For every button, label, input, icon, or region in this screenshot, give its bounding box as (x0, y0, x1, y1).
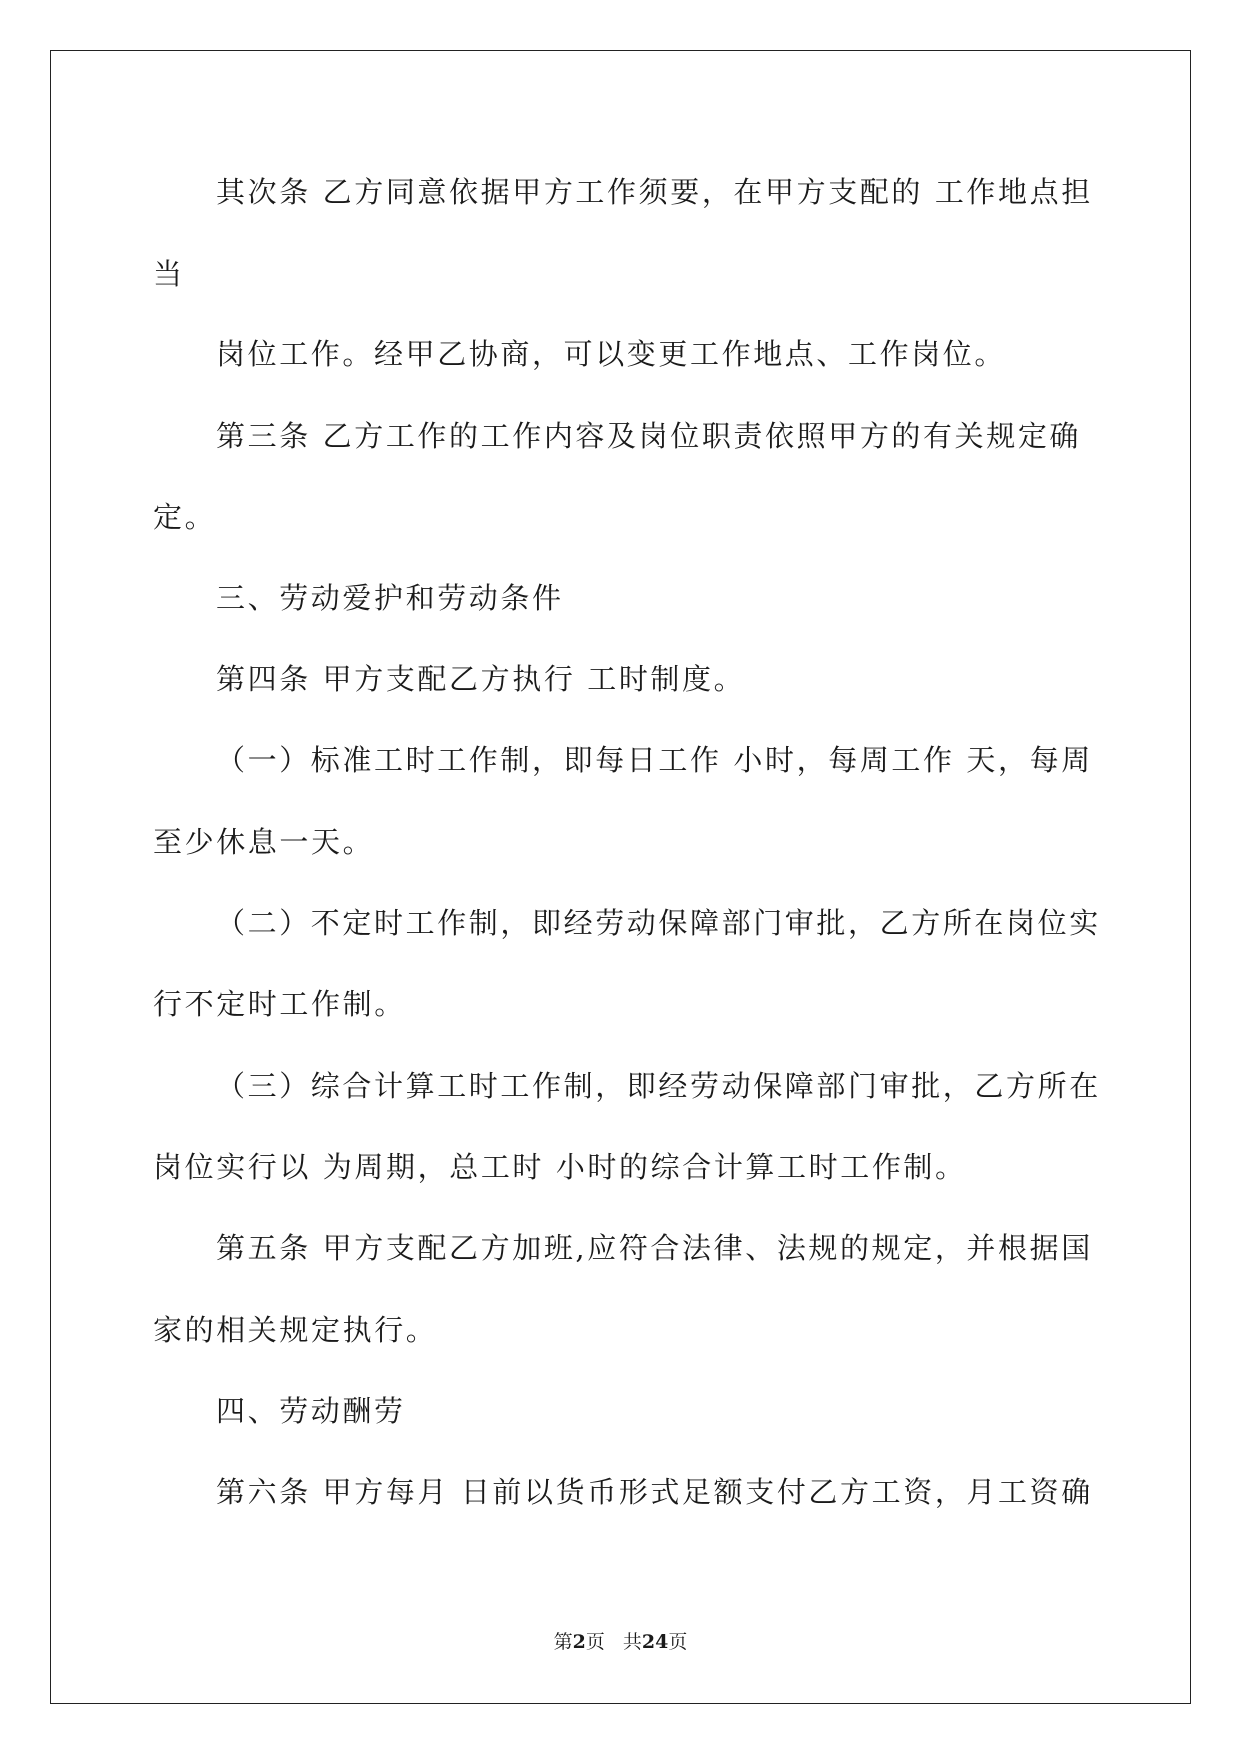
section-heading: 四、劳动酬劳 (216, 1394, 406, 1428)
paragraph-line: 当 (153, 257, 185, 291)
paragraph-line: 岗位实行以 为周期，总工时 小时的综合计算工时工作制。 (153, 1150, 967, 1184)
paragraph-line: （二）不定时工作制，即经劳动保障部门审批，乙方所在岗位实 (216, 906, 1101, 940)
paragraph-line: 定。 (153, 500, 217, 534)
paragraph-line: 第五条 甲方支配乙方加班,应符合法律、法规的规定，并根据国 (216, 1231, 1093, 1265)
footer-page-suffix: 页 (585, 1631, 605, 1653)
section-heading: 三、劳动爱护和劳动条件 (216, 581, 564, 615)
paragraph-line: 第四条 甲方支配乙方执行 工时制度。 (216, 662, 746, 696)
paragraph-line: （一）标准工时工作制，即每日工作 小时，每周工作 天，每周 (216, 743, 1093, 777)
paragraph-line: （三）综合计算工时工作制，即经劳动保障部门审批，乙方所在 (216, 1069, 1101, 1103)
paragraph-line: 至少休息一天。 (153, 825, 375, 859)
paragraph-line: 其次条 乙方同意依据甲方工作须要，在甲方支配的 工作地点担 (216, 175, 1093, 209)
paragraph-line: 岗位工作。经甲乙协商，可以变更工作地点、工作岗位。 (216, 337, 1007, 371)
footer-total-prefix: 共 (622, 1631, 642, 1653)
page-footer (0, 1630, 1241, 1654)
footer-prefix: 第 (553, 1631, 573, 1653)
page-number: 2 (572, 1631, 586, 1653)
page-border (50, 50, 1191, 1704)
footer-total-suffix: 页 (668, 1631, 688, 1653)
paragraph-line: 第三条 乙方工作的工作内容及岗位职责依照甲方的有关规定确 (216, 419, 1082, 453)
paragraph-line: 第六条 甲方每月 日前以货币形式足额支付乙方工资，月工资确 (216, 1475, 1093, 1509)
paragraph-line: 家的相关规定执行。 (153, 1313, 438, 1347)
total-pages: 24 (641, 1631, 669, 1653)
paragraph-line: 行不定时工作制。 (153, 987, 406, 1021)
